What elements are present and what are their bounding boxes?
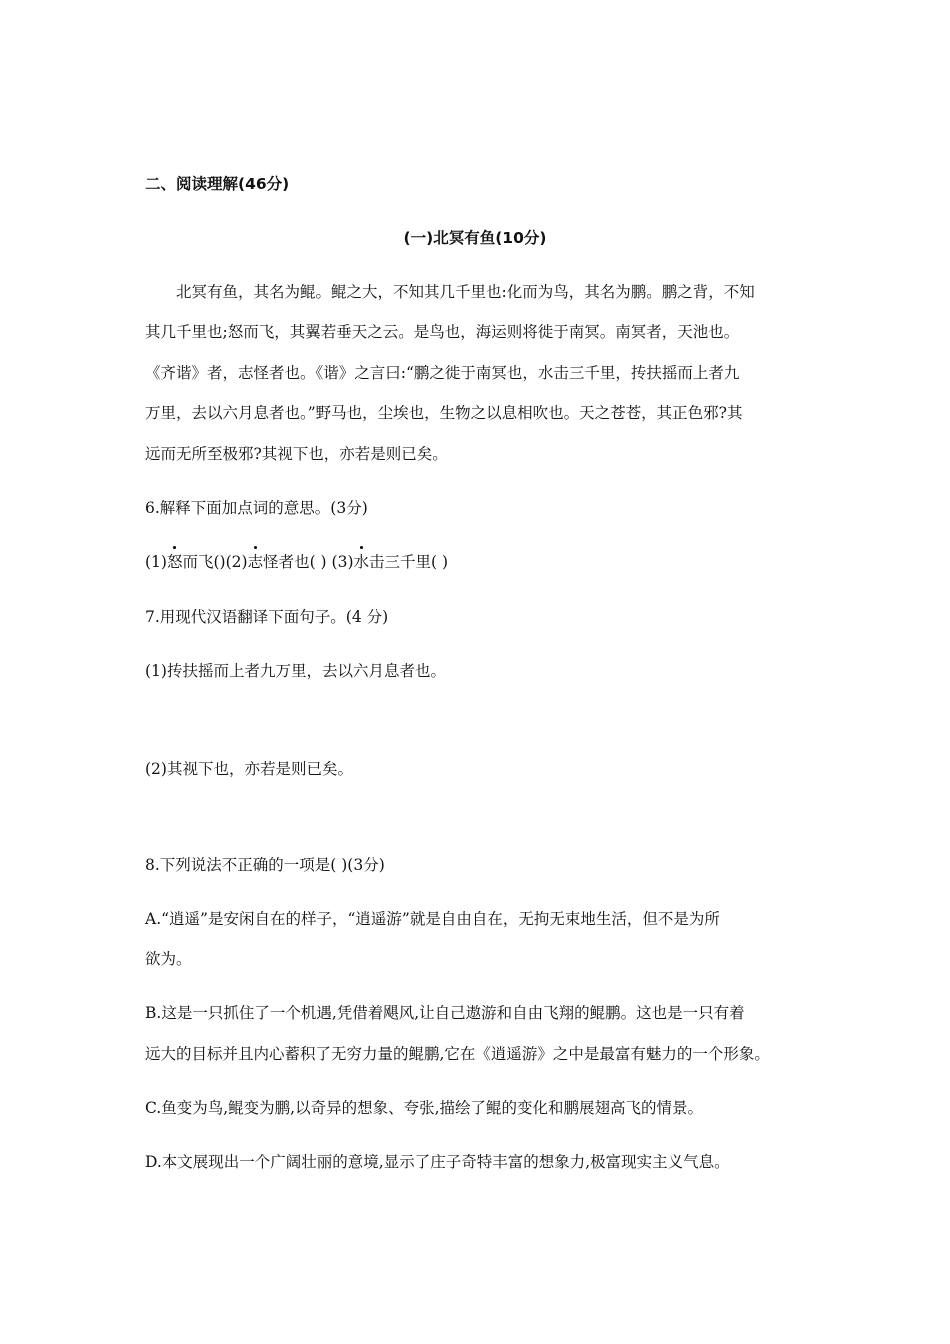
emphasis-dot-char: 志 (247, 553, 264, 571)
question-7-item-1: (1)抟扶摇而上者九万里，去以六月息者也。 (145, 662, 446, 680)
q6-item3-rest: 击三千里( ) (369, 553, 449, 571)
q6-item2-rest: 怪者也( ) (263, 553, 327, 571)
option-d: D.本文展现出一个广阔壮丽的意境,显示了庄子奇特丰富的想象力,极富现实主义气息。 (145, 1153, 730, 1171)
q6-item1-rest: 而飞() (182, 553, 226, 571)
emphasis-dot-char: 怒 (166, 553, 183, 571)
passage-line: 北冥有鱼，其名为鲲。鲲之大，不知其几千里也:化而为鸟，其名为鹏。鹏之背，不知 (176, 283, 755, 301)
passage-title: (一)北冥有鱼(10分) (403, 229, 547, 247)
question-7-item-2: (2)其视下也，亦若是则已矣。 (145, 760, 353, 778)
option-a-line-1: A.“逍遥”是安闲自在的样子，“逍遥游”就是自由自在，无拘无束地生活，但不是为所 (145, 910, 720, 928)
q6-item1-prefix: (1) (145, 553, 167, 571)
question-6-items (145, 552, 448, 572)
passage-line: 万里，去以六月息者也。”野马也，尘埃也，生物之以息相吹也。天之苍苍，其正色邪?其 (145, 404, 743, 422)
question-7-stem: 7.用现代汉语翻译下面句子。(4 分) (145, 608, 389, 626)
option-b-line-1: B.这是一只抓住了一个机遇,凭借着飓风,让自己遨游和自由飞翔的鲲鹏。这也是一只有着 (145, 1004, 745, 1022)
q6-item2-prefix: (2) (225, 553, 248, 571)
option-b-line-2: 远大的目标并且内心蓄积了无穷力量的鲲鹏,它在《逍遥游》之中是最富有魅力的一个形象。 (145, 1045, 770, 1063)
question-6-stem: 6.解释下面加点词的意思。(3分) (145, 499, 368, 517)
option-a-line-2: 欲为。 (145, 950, 192, 968)
passage-line: 远而无所至极邪?其视下也，亦若是则已矣。 (145, 445, 448, 463)
emphasis-dot-char: 水 (353, 553, 370, 571)
passage-line: 《齐谐》者，志怪者也。《谐》之言曰:“鹏之徙于南冥也，水击三千里，抟扶摇而上者九 (145, 364, 740, 382)
question-8-stem: 8.下列说法不正确的一项是( )(3分) (145, 856, 385, 874)
passage-line: 其几千里也;怒而飞，其翼若垂天之云。是鸟也，海运则将徙于南冥。南冥者，天池也。 (145, 323, 740, 341)
section-heading: 二、阅读理解(46分) (145, 175, 290, 193)
q6-item3-prefix: (3) (326, 553, 354, 571)
option-c: C.鱼变为鸟,鲲变为鹏,以奇异的想象、夸张,描绘了鲲的变化和鹏展翅高飞的情景。 (145, 1099, 704, 1117)
